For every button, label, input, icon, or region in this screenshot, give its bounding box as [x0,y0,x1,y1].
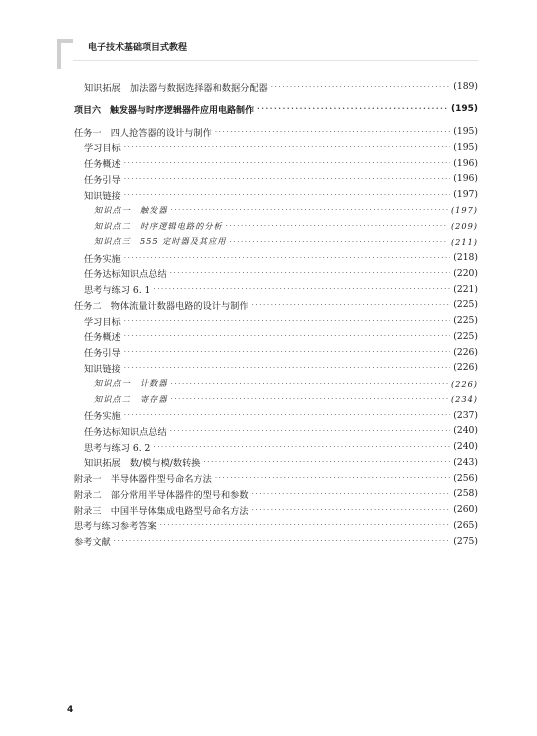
toc-entry[interactable] [74,203,478,219]
toc-entry-title: 任务概述 [84,159,121,171]
toc-entry-title: 学习目标 [84,316,121,328]
toc-entry[interactable] [74,455,478,471]
toc-entry-page: (196) [453,157,478,169]
toc-entry[interactable] [74,439,478,455]
toc-entry-page: (196) [453,173,478,185]
dot-leader [124,191,451,199]
dot-leader [226,222,448,230]
toc-entry-page: (189) [453,81,478,93]
dot-leader [203,458,450,466]
dot-leader [215,128,450,136]
toc-entry[interactable] [74,470,478,486]
header-rule [73,60,478,61]
toc-entry-page: (195) [453,126,478,138]
toc-entry-title: 知识点一 触发器 [94,204,168,215]
dot-leader [160,521,451,529]
toc-entry-page: (209) [450,221,478,232]
toc-entry[interactable] [74,376,478,392]
toc-entry[interactable] [74,423,478,439]
toc-entry-title: 知识链接 [84,363,121,375]
dot-leader [252,506,451,514]
page-number: 4 [67,705,74,715]
toc-entry-title: 任务一 四人抢答器的设计与制作 [74,127,212,139]
toc-entry-page: (237) [453,409,478,421]
toc-entry-page: (221) [453,283,478,295]
toc-entry-page: (225) [453,315,478,327]
toc-entry[interactable] [74,392,478,408]
toc-entry-title: 学习目标 [84,143,121,155]
toc-entry-page: (240) [453,425,478,437]
toc-entry[interactable] [74,297,478,313]
toc-entry[interactable] [74,79,478,95]
dot-leader [124,411,451,419]
toc-entry-page: (275) [453,535,478,547]
dot-leader [124,254,451,262]
dot-leader [153,285,450,293]
toc-entry[interactable] [74,250,478,266]
toc-entry-title: 参考文献 [74,537,111,549]
toc-entry-title: 知识点二 寄存器 [94,393,168,404]
toc-entry[interactable] [74,140,478,156]
dot-leader [171,206,448,214]
toc-entry[interactable] [74,486,478,502]
toc-entry-page: (256) [453,472,478,484]
toc-entry-page: (226) [453,362,478,374]
toc-entry[interactable] [74,155,478,171]
toc-entry-title: 任务引导 [84,174,121,186]
toc-entry[interactable] [74,266,478,282]
toc-entry-title: 附录三 中国半导体集成电路型号命名方法 [74,505,249,517]
dot-leader [124,143,451,151]
toc-entry-title: 知识链接 [84,190,121,202]
toc-entry-title: 任务引导 [84,348,121,360]
dot-leader [153,443,450,451]
dot-leader [170,269,451,277]
dot-leader [271,83,451,91]
corner-decoration [57,39,73,69]
toc-entry-title: 任务实施 [84,253,121,265]
dot-leader [252,490,451,498]
toc-entry-title: 知识点三 555 定时器及其应用 [94,236,227,247]
toc-entry-page: (220) [453,267,478,279]
dot-leader [215,474,450,482]
toc-entry[interactable] [74,281,478,297]
toc-entry[interactable] [74,124,478,140]
dot-leader [124,332,451,340]
toc-entry-page: (260) [453,504,478,516]
toc-entry-page: (195) [453,141,478,153]
toc-entry[interactable] [74,533,478,549]
dot-leader [124,159,451,167]
toc-entry-title: 知识拓展 加法器与数据选择器和数据分配器 [84,82,268,94]
dot-leader [124,175,451,183]
toc-entry-page: (197) [453,189,478,201]
toc-entry[interactable] [74,313,478,329]
dot-leader [114,537,451,545]
toc-entry-page: (240) [453,441,478,453]
toc-entry-title: 知识拓展 数/模与模/数转换 [84,458,201,470]
toc-entry-title: 思考与练习 6. 1 [84,285,151,297]
toc-entry-page: (195) [450,104,478,115]
toc-entry-title: 任务概述 [84,332,121,344]
dot-leader [124,348,451,356]
dot-leader [257,105,448,113]
toc-entry[interactable] [74,234,478,250]
toc-entry-title: 思考与练习参考答案 [74,521,157,533]
toc-entry[interactable] [74,360,478,376]
toc-entry[interactable] [74,344,478,360]
dot-leader [171,380,448,388]
dot-leader [170,427,451,435]
table-of-contents [74,79,478,549]
toc-entry-title: 附录二 部分常用半导体器件的型号和参数 [74,489,249,501]
toc-entry[interactable] [74,518,478,534]
toc-entry-title: 任务二 物体流量计数器电路的设计与制作 [74,300,249,312]
toc-entry-page: (265) [453,519,478,531]
toc-entry-page: (211) [450,236,478,247]
toc-entry-page: (226) [450,378,478,389]
toc-entry-title: 任务实施 [84,411,121,423]
toc-entry-page: (225) [453,299,478,311]
toc-entry-title: 任务达标知识点总结 [84,426,167,438]
dot-leader [252,301,451,309]
dot-leader [124,364,451,372]
toc-entry[interactable] [74,218,478,234]
running-header-title: 电子技术基础项目式教程 [88,43,188,53]
toc-entry[interactable] [74,171,478,187]
dot-leader [229,238,447,246]
toc-entry-page: (234) [450,394,478,405]
toc-entry[interactable] [74,329,478,345]
toc-entry-page: (258) [453,488,478,500]
dot-leader [124,317,451,325]
toc-entry-title: 项目六 触发器与时序逻辑器件应用电路制作 [74,105,255,116]
toc-entry-title: 思考与练习 6. 2 [84,442,151,454]
toc-entry-page: (218) [453,252,478,264]
toc-entry-page: (243) [453,456,478,468]
toc-entry-title: 任务达标知识点总结 [84,269,167,281]
toc-entry-title: 附录一 半导体器件型号命名方法 [74,474,212,486]
toc-entry-title: 知识点一 计数器 [94,378,168,389]
toc-entry[interactable] [74,187,478,203]
toc-entry[interactable] [74,502,478,518]
toc-entry-page: (225) [453,330,478,342]
toc-entry-page: (226) [453,346,478,358]
toc-entry-page: (197) [450,205,478,216]
dot-leader [171,395,448,403]
toc-entry[interactable] [74,95,478,124]
toc-entry-title: 知识点二 时序逻辑电路的分析 [94,220,223,231]
toc-entry[interactable] [74,407,478,423]
